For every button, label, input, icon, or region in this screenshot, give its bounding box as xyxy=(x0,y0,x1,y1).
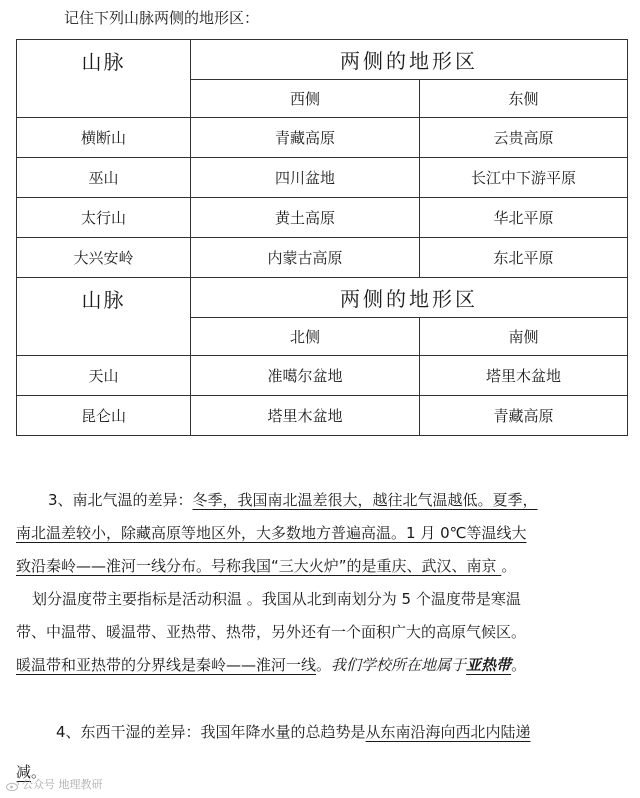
header-regions: 两侧的地形区 xyxy=(191,278,628,318)
mountain-cell: 太行山 xyxy=(17,198,191,238)
table-header-row xyxy=(17,40,628,80)
right-region-cell: 长江中下游平原 xyxy=(420,158,628,198)
header-mountain: 山脉 xyxy=(17,278,191,356)
table-row xyxy=(17,238,628,278)
header-regions: 两侧的地形区 xyxy=(191,40,628,80)
subheader-south: 南侧 xyxy=(420,318,628,356)
right-region-cell: 华北平原 xyxy=(420,198,628,238)
left-region-cell: 黄土高原 xyxy=(191,198,420,238)
left-region-cell: 四川盆地 xyxy=(191,158,420,198)
mountain-cell: 横断山 xyxy=(17,118,191,158)
section4-line2: 减。 xyxy=(16,763,47,781)
section3-line6: 暖温带和亚热带的分界线是秦岭——淮河一线。我们学校所在地属于亚热带。 xyxy=(16,656,527,674)
mountain-cell: 大兴安岭 xyxy=(17,238,191,278)
right-region-cell: 青藏高原 xyxy=(420,396,628,436)
subheader-west: 西侧 xyxy=(191,80,420,118)
table-row xyxy=(17,396,628,436)
left-region-cell: 塔里木盆地 xyxy=(191,396,420,436)
table-row xyxy=(17,198,628,238)
section3-line5: 带、中温带、暖温带、亚热带、热带，另外还有一个面积广大的高原气候区。 xyxy=(16,623,527,641)
table-row xyxy=(17,158,628,198)
section3-line3: 致沿秦岭——淮河一线分布。号称我国“三大火炉”的是重庆、武汉、南京 。 xyxy=(16,557,517,575)
mountain-terrain-table xyxy=(16,39,628,436)
left-region-cell: 准噶尔盆地 xyxy=(191,356,420,396)
left-region-cell: 内蒙古高原 xyxy=(191,238,420,278)
left-region-cell: 青藏高原 xyxy=(191,118,420,158)
table-row xyxy=(17,118,628,158)
intro-text: 记住下列山脉两侧的地形区： xyxy=(64,9,260,27)
section4-line1: 4、东西干湿的差异：我国年降水量的总趋势是从东南沿海向西北内陆递 xyxy=(56,723,531,741)
mountain-cell: 天山 xyxy=(17,356,191,396)
table-row xyxy=(17,356,628,396)
section3-line1: 3、南北气温的差异：冬季，我国南北温差很大，越往北气温越低。夏季， xyxy=(48,491,538,509)
right-region-cell: 塔里木盆地 xyxy=(420,356,628,396)
mountain-cell: 巫山 xyxy=(17,158,191,198)
right-region-cell: 云贵高原 xyxy=(420,118,628,158)
header-mountain: 山脉 xyxy=(17,40,191,118)
weibo-icon xyxy=(6,780,20,791)
mountain-cell: 昆仑山 xyxy=(17,396,191,436)
subheader-east: 东侧 xyxy=(420,80,628,118)
table-header-row xyxy=(17,278,628,318)
subheader-north: 北侧 xyxy=(191,318,420,356)
section3-line2: 南北温差较小，除藏高原等地区外，大多数地方普遍高温。1 月 0℃等温线大 xyxy=(16,524,527,542)
right-region-cell: 东北平原 xyxy=(420,238,628,278)
section3-line4: 划分温度带主要指标是活动积温 。我国从北到南划分为 5 个温度带是寒温 xyxy=(32,590,521,608)
watermark: 公众号 地理教研 xyxy=(6,776,103,792)
